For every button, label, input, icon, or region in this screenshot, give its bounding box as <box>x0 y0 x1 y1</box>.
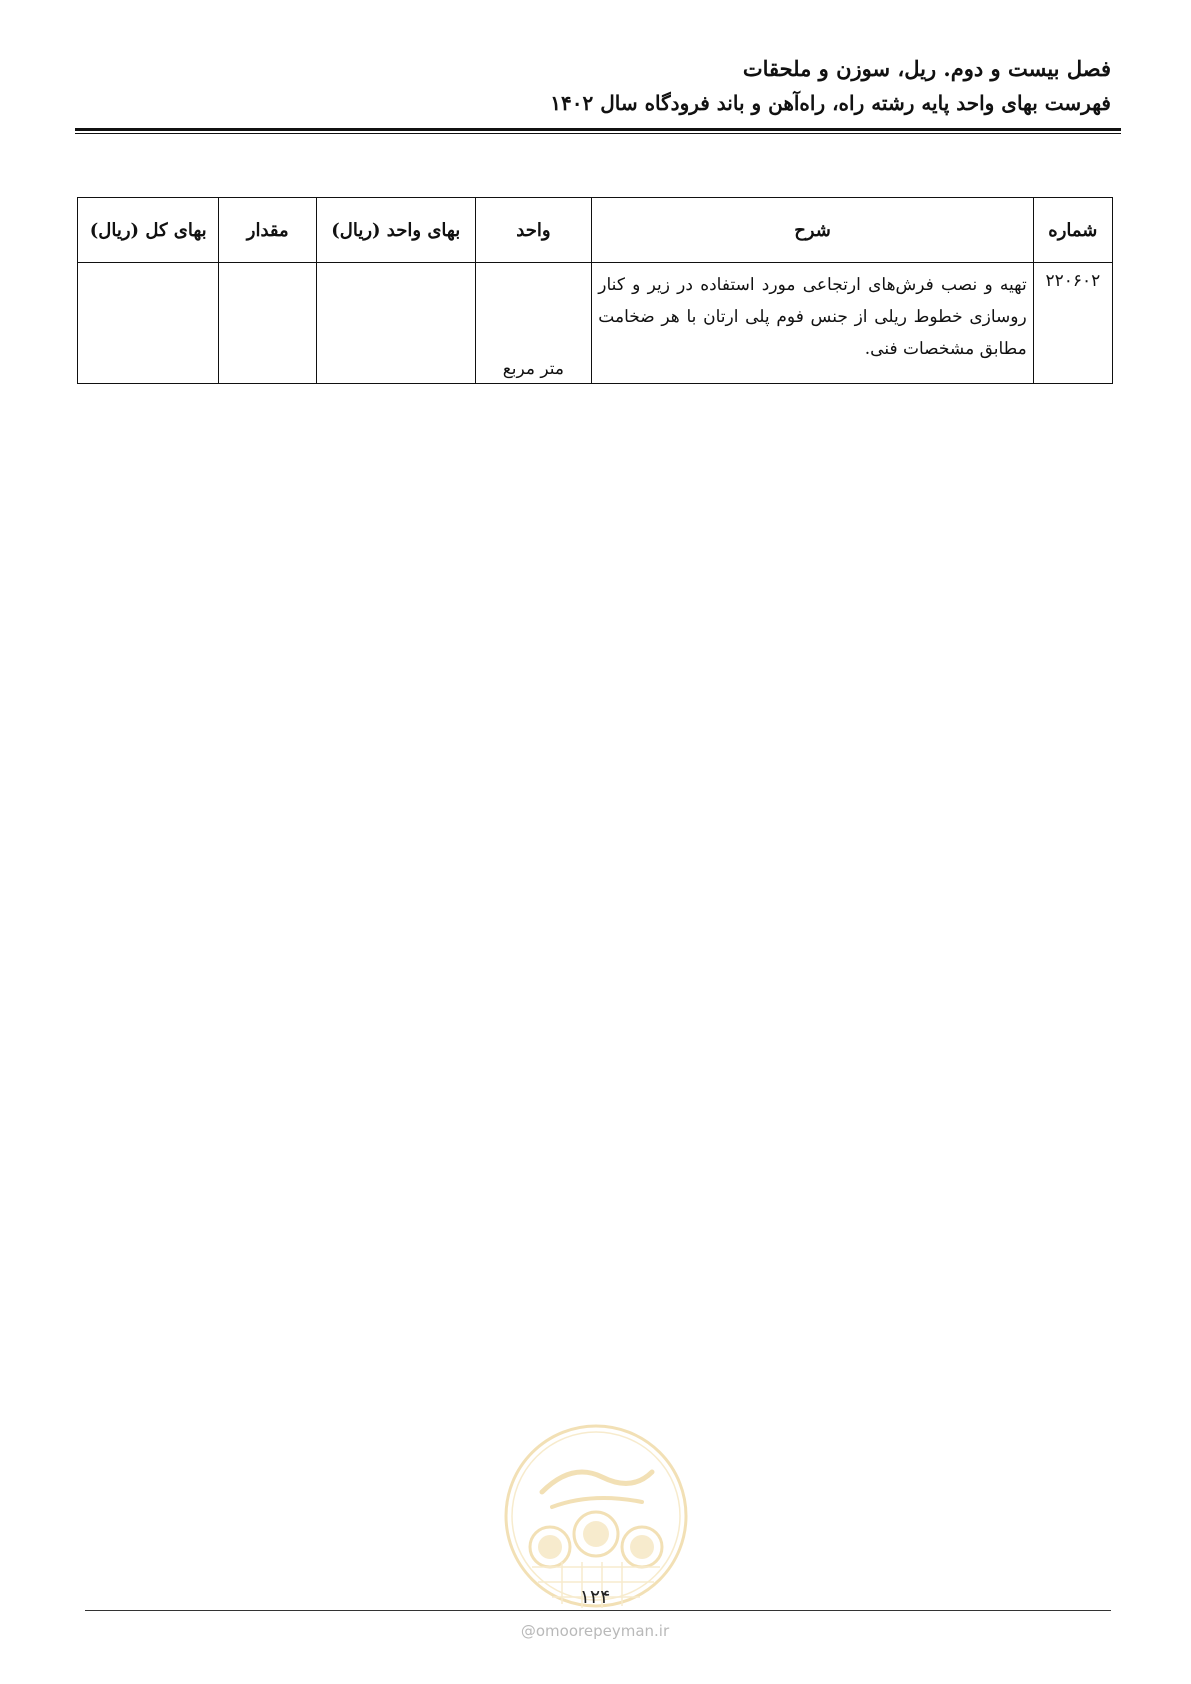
item-quantity-cell <box>219 263 317 384</box>
column-header-code: شماره <box>1033 198 1112 263</box>
item-unit-cell: متر مربع <box>475 263 592 384</box>
price-list-title: فهرست بهای واحد پایه رشته راه، راه‌آهن و باند فرودگاه سال ۱۴۰۲ <box>550 91 1111 115</box>
watermark-logo-icon <box>502 1422 690 1610</box>
column-header-description: شرح <box>592 198 1033 263</box>
page-number: ۱۲۴ <box>579 1586 611 1608</box>
table-row <box>78 263 1113 384</box>
table-header-row <box>78 198 1113 263</box>
price-items-table <box>77 197 1113 384</box>
item-total-price-cell <box>78 263 219 384</box>
column-header-unit: واحد <box>475 198 592 263</box>
item-code-cell: ۲۲۰۶۰۲ <box>1033 263 1112 384</box>
page-header <box>75 52 1111 120</box>
column-header-unit-price: بهای واحد (ریال) <box>316 198 475 263</box>
item-description-cell: تهیه و نصب فرش‌های ارتجاعی مورد استفاده در زیر و کنار روسازی خطوط ریلی از جنس فوم پلی ارتان با هر ضخامت مطابق مشخصات فنی. <box>592 263 1033 384</box>
header-rule-thick <box>75 128 1121 131</box>
chapter-title: فصل بیست و دوم. ریل، سوزن و ملحقات <box>742 56 1111 81</box>
website-watermark: @omoorepeyman.ir <box>520 1622 670 1640</box>
item-unit-price-cell <box>316 263 475 384</box>
column-header-quantity: مقدار <box>219 198 317 263</box>
header-rule-thin <box>75 133 1121 134</box>
footer-rule <box>85 1610 1111 1611</box>
column-header-total-price: بهای کل (ریال) <box>78 198 219 263</box>
